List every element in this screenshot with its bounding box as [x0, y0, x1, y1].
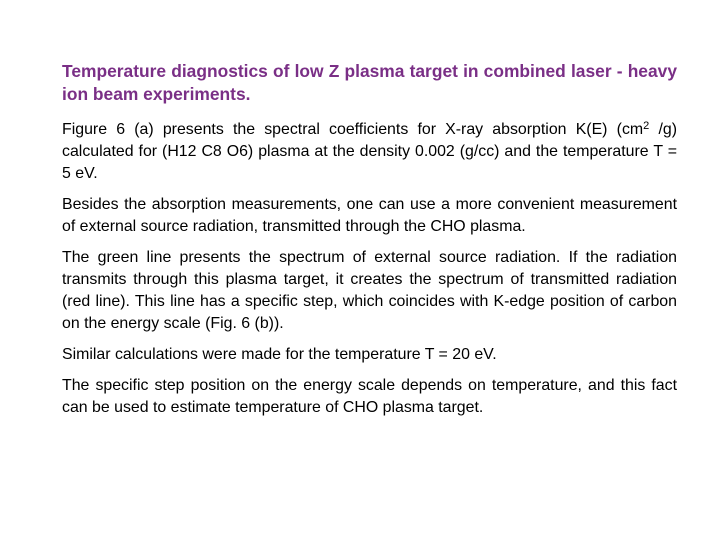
paragraph-green-line: The green line presents the spectrum of external source radiation. If the radiation transmits through this plasma target, it creates the spectrum of transmitted radiation (red line). This line has a specific step, which coincides with K-edge position of carbon on the energy scale (Fig. 6 (b)). [62, 249, 677, 332]
paragraph-figure-6a-text: Figure 6 (a) presents the spectral coefficients for X-ray absorption K(E) (cm [62, 121, 644, 138]
paragraph-similar-calculations: Similar calculations were made for the temperature T = 20 eV. [62, 346, 497, 363]
paragraph-absorption: Besides the absorption measurements, one can use a more convenient measurement of external source radiation, transmitted through the CHO plasma. [62, 196, 677, 235]
paragraph-figure-6a-text-cont: /g) calculated for (H12 C8 O6) plasma at the density 0.002 (g/cc) and the temperature T = 5 eV. [62, 121, 677, 182]
slide-content [62, 60, 677, 428]
superscript-2: 2 [643, 120, 650, 132]
paragraph-step-position: The specific step position on the energy scale depends on temperature, and this fact can be used to estimate temperature of CHO plasma target. [62, 377, 677, 416]
slide-title: Temperature diagnostics of low Z plasma target in combined laser - heavy ion beam experiments. [62, 61, 677, 104]
paragraph-figure-6a [62, 119, 677, 185]
